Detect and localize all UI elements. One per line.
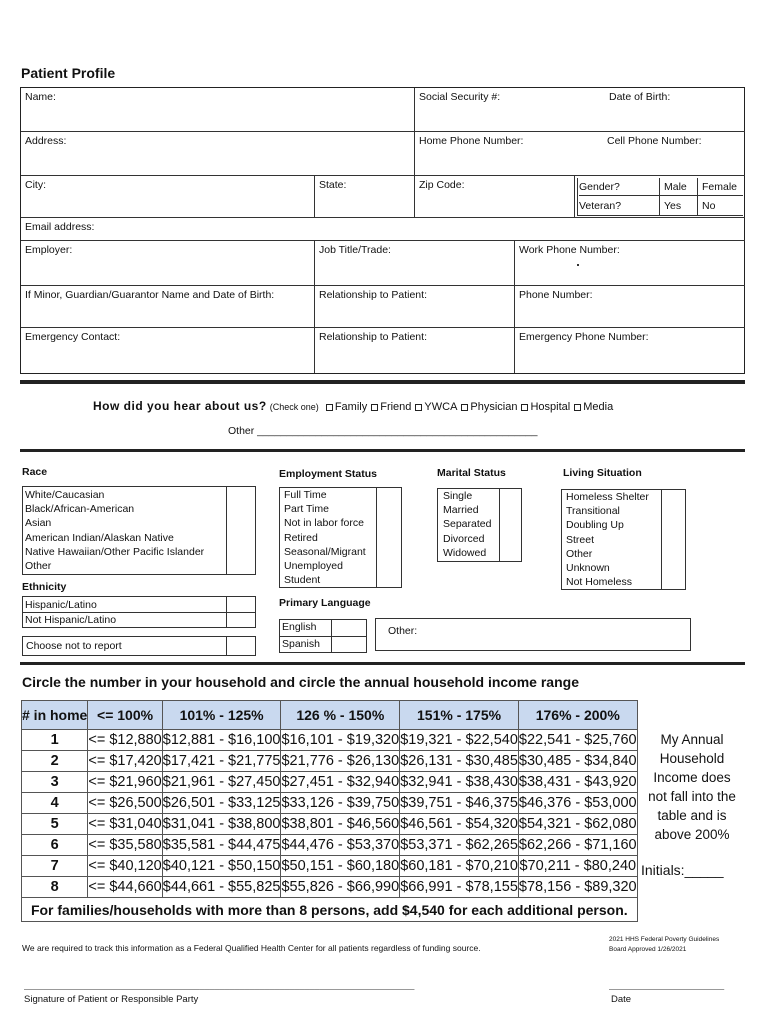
zip-field[interactable]: Zip Code: <box>415 176 575 218</box>
income-cell[interactable]: <= $31,040 <box>88 814 162 835</box>
income-cell[interactable]: $70,211 - $80,240 <box>518 856 637 877</box>
income-cell[interactable]: 8 <box>22 877 88 898</box>
income-header-cell: 151% - 175% <box>400 701 519 730</box>
income-cell[interactable]: $38,431 - $43,920 <box>518 772 637 793</box>
date-line[interactable]: _______________________ <box>609 980 725 990</box>
signature-line[interactable]: ______________________________________________________________________________ <box>24 980 415 990</box>
ethnicity-title: Ethnicity <box>22 581 67 593</box>
side-note-line: above 200% <box>654 827 730 842</box>
ethnicity-hispanic[interactable]: Hispanic/Latino <box>25 599 97 611</box>
no-option[interactable]: No <box>702 200 716 212</box>
marital-title: Marital Status <box>437 467 506 479</box>
veteran-label: Veteran? <box>579 200 622 212</box>
income-cell[interactable]: $30,485 - $34,840 <box>518 751 637 772</box>
referral-question: How did you hear about us? (Check one) Family Friend YWCA Physician Hospital Media <box>93 399 614 413</box>
income-heading: Circle the number in your household and circle the annual household income range <box>22 674 579 690</box>
referral-checkbox-icon[interactable] <box>326 404 333 411</box>
male-option[interactable]: Male <box>664 181 687 193</box>
guardian-field[interactable]: If Minor, Guardian/Guarantor Name and Date of Birth: <box>21 286 315 328</box>
income-cell[interactable]: 3 <box>22 772 88 793</box>
job-title-field[interactable]: Job Title/Trade: <box>315 241 515 286</box>
income-cell[interactable]: $32,941 - $38,430 <box>400 772 519 793</box>
income-cell[interactable]: <= $12,880 <box>88 730 162 751</box>
language-spanish[interactable]: Spanish <box>282 638 320 650</box>
income-header-cell: # in home <box>22 701 88 730</box>
employment-option[interactable]: Retired <box>284 531 318 544</box>
income-cell[interactable]: 1 <box>22 730 88 751</box>
work-phone-field[interactable]: Work Phone Number: <box>515 241 745 286</box>
income-row[interactable] <box>22 877 638 898</box>
income-cell[interactable]: $39,751 - $46,375 <box>400 793 519 814</box>
patient-info-grid <box>20 87 745 374</box>
income-cell[interactable]: <= $35,580 <box>88 835 162 856</box>
ssn-dob-field[interactable]: Social Security #: Date of Birth: <box>415 88 745 132</box>
email-field[interactable]: Email address: <box>21 218 745 241</box>
employer-field[interactable]: Employer: <box>21 241 315 286</box>
referral-option[interactable]: YWCA <box>424 401 458 413</box>
emergency-phone-field[interactable]: Emergency Phone Number: <box>519 331 649 343</box>
income-cell[interactable]: $35,581 - $44,475 <box>162 835 281 856</box>
income-row[interactable] <box>22 793 638 814</box>
income-cell[interactable]: 5 <box>22 814 88 835</box>
income-cell[interactable]: $26,501 - $33,125 <box>162 793 281 814</box>
income-row[interactable] <box>22 751 638 772</box>
race-option[interactable]: Native Hawaiian/Other Pacific Islander <box>25 545 205 558</box>
guidelines-note: 2021 HHS Federal Poverty Guidelines <box>609 936 720 943</box>
date-label: Date <box>611 994 632 1005</box>
fqhc-notice: We are required to track this information as a Federal Qualified Health Center for all patients regardless of funding source. <box>22 943 481 953</box>
name-field[interactable]: Name: <box>21 88 415 132</box>
income-cell[interactable]: $78,156 - $89,320 <box>518 877 637 898</box>
referral-option[interactable]: Friend <box>380 401 412 413</box>
income-cell[interactable]: <= $21,960 <box>88 772 162 793</box>
state-field[interactable]: State: <box>315 176 415 218</box>
income-cell[interactable]: 4 <box>22 793 88 814</box>
income-cell[interactable]: $66,991 - $78,155 <box>400 877 519 898</box>
referral-other[interactable]: Other ________________________________________________ <box>228 425 538 437</box>
income-cell[interactable]: $22,541 - $25,760 <box>518 730 637 751</box>
ethnicity-not-hispanic[interactable]: Not Hispanic/Latino <box>25 614 117 626</box>
income-header-cell: 176% - 200% <box>518 701 637 730</box>
race-option[interactable]: Other <box>25 560 52 572</box>
income-cell[interactable]: $12,881 - $16,100 <box>162 730 281 751</box>
income-row[interactable] <box>22 772 638 793</box>
guardian-relationship-field[interactable]: Relationship to Patient: <box>315 286 515 328</box>
living-option[interactable]: Not Homeless <box>566 576 632 589</box>
signature-label: Signature of Patient or Responsible Party <box>24 994 199 1005</box>
income-cell[interactable]: $31,041 - $38,800 <box>162 814 281 835</box>
living-title: Living Situation <box>563 467 642 479</box>
divider <box>20 449 745 452</box>
side-note-line: table and is <box>657 808 727 823</box>
referral-checkbox-icon[interactable] <box>461 404 468 411</box>
income-header-cell: 101% - 125% <box>162 701 281 730</box>
income-cell[interactable]: $19,321 - $22,540 <box>400 730 519 751</box>
side-note-line: Household <box>659 751 725 766</box>
income-table <box>21 700 638 922</box>
address-field[interactable]: Address: <box>21 132 415 176</box>
income-cell[interactable]: $60,181 - $70,210 <box>400 856 519 877</box>
income-cell[interactable]: $53,371 - $62,265 <box>400 835 519 856</box>
income-cell[interactable]: 2 <box>22 751 88 772</box>
income-row[interactable] <box>22 814 638 835</box>
side-note-line: Income does <box>653 770 731 785</box>
income-header-cell: <= 100% <box>88 701 162 730</box>
initials-field[interactable]: Initials:_____ <box>641 862 724 878</box>
marital-option[interactable]: Widowed <box>443 546 487 559</box>
living-option[interactable]: Unknown <box>566 562 610 574</box>
income-cell[interactable]: $46,376 - $53,000 <box>518 793 637 814</box>
language-title: Primary Language <box>279 597 371 609</box>
race-option[interactable]: Asian <box>25 517 52 530</box>
marital-option[interactable]: Separated <box>443 518 492 531</box>
race-title: Race <box>22 466 48 478</box>
living-option[interactable]: Street <box>566 533 595 546</box>
income-cell[interactable]: $21,776 - $26,130 <box>281 751 400 772</box>
dob-label: Date of Birth: <box>609 91 671 103</box>
employment-option[interactable]: Full Time <box>284 489 327 501</box>
employment-option[interactable]: Student <box>284 574 321 587</box>
cell-phone-label: Cell Phone Number: <box>607 135 702 147</box>
income-cell[interactable]: $17,421 - $21,775 <box>162 751 281 772</box>
income-cell[interactable]: 6 <box>22 835 88 856</box>
income-cell[interactable]: $54,321 - $62,080 <box>518 814 637 835</box>
referral-option[interactable]: Hospital <box>530 401 571 413</box>
language-other-label: Other: <box>388 625 418 637</box>
gender-veteran-box <box>575 176 745 218</box>
income-cell[interactable]: $38,801 - $46,560 <box>281 814 400 835</box>
yes-option[interactable]: Yes <box>664 200 682 212</box>
income-cell[interactable]: <= $44,660 <box>88 877 162 898</box>
divider <box>20 662 745 665</box>
emergency-relationship-field[interactable]: Relationship to Patient: <box>315 328 515 373</box>
income-cell[interactable]: <= $40,120 <box>88 856 162 877</box>
language-english[interactable]: English <box>282 621 317 633</box>
living-option[interactable]: Transitional <box>566 505 620 518</box>
referral-option[interactable]: Physician <box>470 401 518 413</box>
employment-option[interactable]: Not in labor force <box>284 517 364 530</box>
language-other-field[interactable] <box>375 618 691 651</box>
living-option[interactable]: Doubling Up <box>566 519 624 532</box>
income-cell[interactable]: $55,826 - $66,990 <box>281 877 400 898</box>
referral-option[interactable]: Media <box>583 401 614 413</box>
side-note-line: not fall into the <box>648 789 736 804</box>
income-header-row <box>22 701 638 730</box>
income-row[interactable] <box>22 730 638 751</box>
marital-option[interactable]: Married <box>443 504 479 517</box>
choose-not-report[interactable]: Choose not to report <box>26 640 122 652</box>
income-cell[interactable]: $44,476 - $53,370 <box>281 835 400 856</box>
page-title: Patient Profile <box>21 65 116 81</box>
income-cell[interactable]: <= $26,500 <box>88 793 162 814</box>
income-cell[interactable]: $46,561 - $54,320 <box>400 814 519 835</box>
income-cell[interactable]: $40,121 - $50,150 <box>162 856 281 877</box>
income-footer-note: For families/households with more than 8 persons, add $4,540 for each additional person. <box>22 898 638 922</box>
phone-field[interactable]: Home Phone Number: Cell Phone Number: <box>415 132 745 176</box>
income-row[interactable] <box>22 856 638 877</box>
divider <box>20 380 745 384</box>
guardian-phone-field[interactable]: Phone Number: <box>515 286 745 328</box>
living-option[interactable]: Other <box>566 547 593 560</box>
income-row[interactable] <box>22 835 638 856</box>
income-cell[interactable]: $62,266 - $71,160 <box>518 835 637 856</box>
employment-option[interactable]: Seasonal/Migrant <box>284 545 366 558</box>
referral-checkbox-icon[interactable] <box>574 404 581 411</box>
board-approved-note: Board Approved 1/26/2021 <box>609 946 687 953</box>
city-field[interactable]: City: <box>21 176 315 218</box>
marital-option[interactable]: Single <box>443 490 473 502</box>
income-cell[interactable]: <= $17,420 <box>88 751 162 772</box>
race-option[interactable]: American Indian/Alaskan Native <box>25 531 174 544</box>
race-option[interactable]: White/Caucasian <box>25 489 105 501</box>
income-cell[interactable]: $50,151 - $60,180 <box>281 856 400 877</box>
income-side-note <box>638 730 746 844</box>
income-cell[interactable]: $26,131 - $30,485 <box>400 751 519 772</box>
employment-title: Employment Status <box>279 468 378 480</box>
income-cell[interactable]: 7 <box>22 856 88 877</box>
income-cell[interactable]: $33,126 - $39,750 <box>281 793 400 814</box>
referral-checkbox-icon[interactable] <box>415 404 422 411</box>
income-cell[interactable]: $27,451 - $32,940 <box>281 772 400 793</box>
income-cell[interactable]: $21,961 - $27,450 <box>162 772 281 793</box>
referral-checkbox-icon[interactable] <box>521 404 528 411</box>
referral-option[interactable]: Family <box>334 401 368 413</box>
income-cell[interactable]: $16,101 - $19,320 <box>281 730 400 751</box>
gender-label: Gender? <box>579 181 620 193</box>
living-option[interactable]: Homeless Shelter <box>566 491 649 503</box>
income-header-cell: 126 % - 150% <box>281 701 400 730</box>
side-note-line: My Annual <box>660 732 724 747</box>
marital-option[interactable]: Divorced <box>443 532 485 545</box>
income-cell[interactable]: $44,661 - $55,825 <box>162 877 281 898</box>
referral-checkbox-icon[interactable] <box>371 404 378 411</box>
emergency-contact-field[interactable]: Emergency Contact: <box>21 328 315 373</box>
employment-option[interactable]: Unemployed <box>284 560 343 572</box>
race-option[interactable]: Black/African-American <box>25 503 135 516</box>
employment-option[interactable]: Part Time <box>284 503 329 516</box>
female-option[interactable]: Female <box>702 181 738 193</box>
